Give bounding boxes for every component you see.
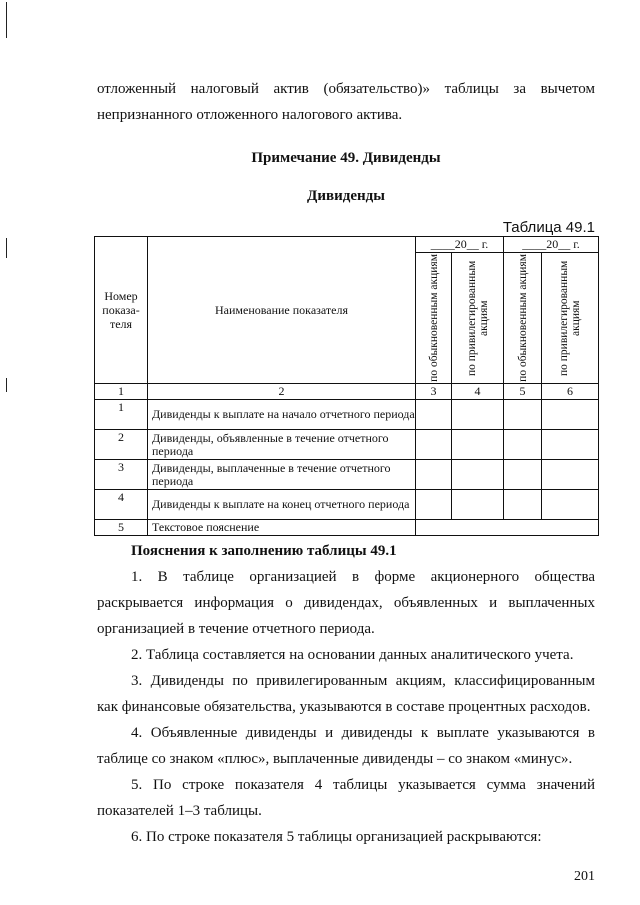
- row-number: 3: [95, 460, 148, 490]
- margin-mark-lower: [6, 378, 7, 392]
- column-number: 2: [148, 384, 416, 400]
- value-cell: [452, 430, 504, 460]
- row-name: Дивиденды к выплате на начало отчетного периода: [148, 400, 416, 430]
- table-row: [95, 490, 599, 520]
- margin-mark-middle: [6, 238, 7, 258]
- table-row: [95, 520, 599, 536]
- column-number: 5: [504, 384, 542, 400]
- value-cell: [452, 460, 504, 490]
- explanation-item-4: 4. Объявленные дивиденды и дивиденды к выплате указываются в таблице со знаком «плюс», выплаченные дивиденды – со знаком «минус».: [97, 725, 595, 767]
- column-number: 1: [95, 384, 148, 400]
- explanation-item-5: 5. По строке показателя 4 таблицы указывается сумма значений показателей 1–3 таблицы.: [97, 777, 595, 819]
- row-name: Дивиденды, объявленные в течение отчетного периода: [148, 430, 416, 460]
- value-cell: [416, 400, 452, 430]
- explanations-title: Пояснения к заполнению таблицы 49.1: [131, 543, 397, 559]
- row-name: Дивиденды к выплате на конец отчетного периода: [148, 490, 416, 520]
- intro-line-1: отложенный налоговый актив (обязательство)» таблицы за вычетом: [97, 81, 595, 97]
- header-preferred-shares-2: по привилегированным акциям: [542, 253, 599, 384]
- row-number: 5: [95, 520, 148, 536]
- header-year-2: ____20__ г.: [504, 237, 599, 253]
- value-cell: [542, 430, 599, 460]
- row-number: 1: [95, 400, 148, 430]
- header-indicator-name: Наименование показателя: [148, 237, 416, 384]
- value-cell: [504, 490, 542, 520]
- row-number: 2: [95, 430, 148, 460]
- explanation-item-1: 1. В таблице организацией в форме акционерного общества раскрывается информация о дивидендах, объявленных и выплаченных организацией в течение отчетного периода.: [97, 569, 595, 637]
- dividends-table: [94, 236, 599, 536]
- explanation-item-2: 2. Таблица составляется на основании данных аналитического учета.: [131, 647, 574, 663]
- table-row: [95, 430, 599, 460]
- header-indicator-number: Номер показа-теля: [95, 237, 148, 384]
- value-cell: [452, 400, 504, 430]
- value-cell: [504, 460, 542, 490]
- value-cell: [416, 460, 452, 490]
- note-title: Примечание 49. Дивиденды: [251, 150, 441, 166]
- value-cell: [416, 430, 452, 460]
- row-number: 4: [95, 490, 148, 520]
- column-number: 6: [542, 384, 599, 400]
- value-cell: [416, 490, 452, 520]
- section-title: Дивиденды: [307, 188, 385, 204]
- page-number: 201: [574, 869, 595, 884]
- table-row: [95, 400, 599, 430]
- intro-line-2: непризнанного отложенного налогового актива.: [97, 107, 403, 123]
- value-cell: [504, 400, 542, 430]
- column-number: 4: [452, 384, 504, 400]
- value-cell: [504, 430, 542, 460]
- explanation-item-6: 6. По строке показателя 5 таблицы организацией раскрываются:: [131, 829, 542, 845]
- header-ordinary-shares-1: по обыкновенным акциям: [416, 253, 452, 384]
- header-ordinary-shares-2: по обыкновенным акциям: [504, 253, 542, 384]
- value-cell: [542, 490, 599, 520]
- header-preferred-shares-1: по привилегированным акциям: [452, 253, 504, 384]
- value-cell: [542, 460, 599, 490]
- column-number-row: [95, 384, 599, 400]
- value-cell-merged: [416, 520, 599, 536]
- row-name: Текстовое пояснение: [148, 520, 416, 536]
- header-year-1: ____20__ г.: [416, 237, 504, 253]
- table-label: Таблица 49.1: [502, 219, 595, 236]
- value-cell: [452, 490, 504, 520]
- column-number: 3: [416, 384, 452, 400]
- explanation-item-3: 3. Дивиденды по привилегированным акциям, классифицированным как финансовые обязательства, указываются в составе процентных расходов.: [97, 673, 595, 715]
- row-name: Дивиденды, выплаченные в течение отчетного периода: [148, 460, 416, 490]
- table-row: [95, 460, 599, 490]
- margin-mark-top: [6, 2, 7, 38]
- value-cell: [542, 400, 599, 430]
